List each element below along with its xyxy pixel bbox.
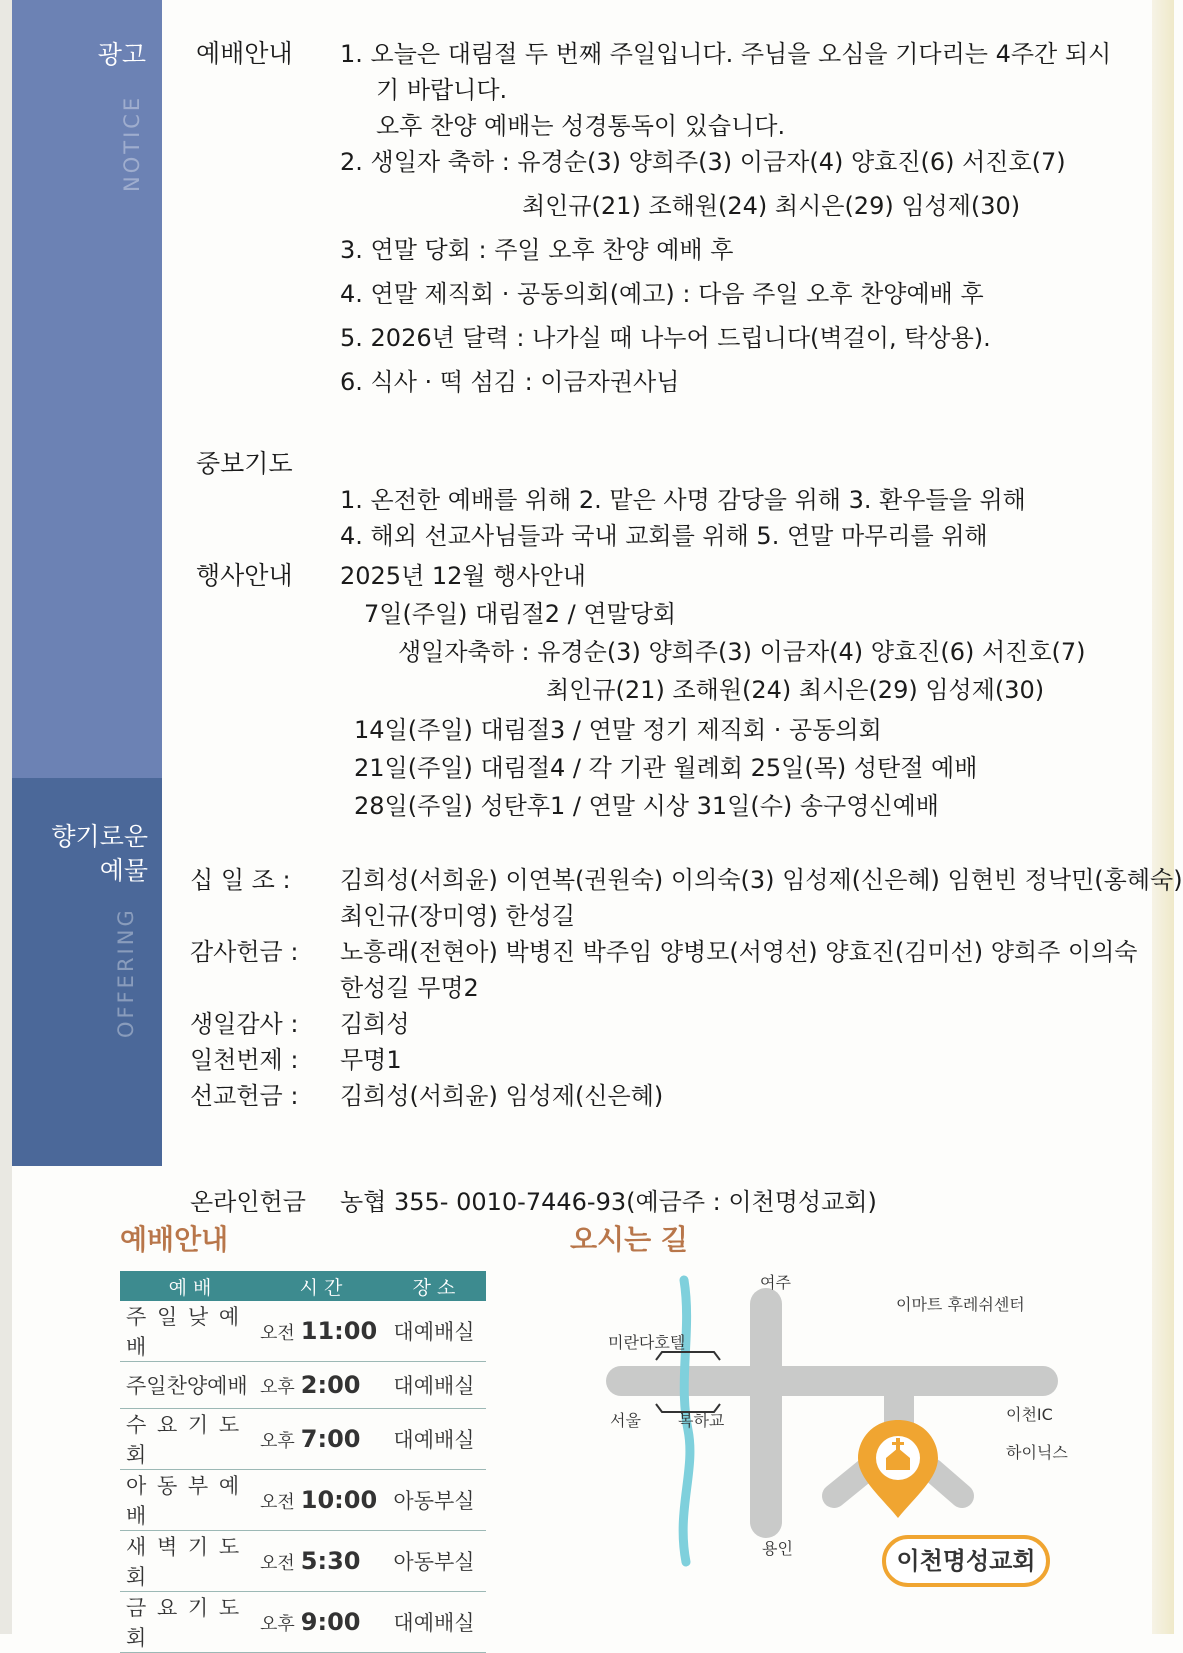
notice-title: 광고 — [97, 40, 146, 69]
prayer-heading: 중보기도 — [196, 449, 293, 478]
map-label-bokha-bridge: 복하교 — [678, 1411, 725, 1430]
service-place: 대예배실 — [382, 1362, 486, 1409]
road-diagonal-right — [932, 1470, 962, 1496]
map-label-emart: 이마트 후레쉬센터 — [896, 1295, 1025, 1314]
notice-line: 오후 찬양 예배는 성경통독이 있습니다. — [376, 112, 786, 140]
service-time — [260, 1592, 382, 1653]
map-label-yongin: 용인 — [762, 1539, 793, 1558]
thanks-offering-names: 한성길 무명2 — [340, 974, 479, 1002]
thanks-offering-label: 감사헌금 : — [190, 938, 299, 966]
service-name: 주 일 낮 예 배 — [120, 1301, 260, 1362]
service-name: 새 벽 기 도 회 — [120, 1531, 260, 1592]
map-label-miranda-hotel: 미란다호텔 — [608, 1333, 686, 1352]
service-time — [260, 1301, 382, 1362]
sidebar-notice — [12, 0, 162, 778]
worship-notice-heading: 예배안내 — [196, 39, 293, 68]
offering-title-line1: 향기로운 — [51, 822, 148, 851]
table-row — [120, 1470, 486, 1531]
event-line: 21일(주일) 대림절4 / 각 기관 월례회 25일(목) 성탄절 예배 — [354, 754, 978, 782]
service-name: 수 요 기 도 회 — [120, 1409, 260, 1470]
service-place: 아동부실 — [382, 1531, 486, 1592]
worship-schedule-table — [120, 1271, 486, 1653]
service-place: 대예배실 — [382, 1409, 486, 1470]
thanks-offering-names: 노흥래(전현아) 박병진 박주임 양병모(서영선) 양효진(김미선) 양희주 이의숙 — [340, 938, 1138, 966]
column-header: 장 소 — [382, 1271, 486, 1301]
notice-line: 최인규(21) 조해원(24) 최시은(29) 임성제(30) — [522, 192, 1021, 220]
event-line: 생일자축하 : 유경순(3) 양희주(3) 이금자(4) 양효진(6) 서진호(7) — [398, 638, 1086, 666]
service-place: 대예배실 — [382, 1592, 486, 1653]
service-clock: 2:00 — [300, 1371, 361, 1399]
service-name: 아 동 부 예 배 — [120, 1470, 260, 1531]
service-clock: 10:00 — [300, 1486, 378, 1514]
prayer-line: 1. 온전한 예배를 위해 2. 맡은 사명 감당을 위해 3. 환우들을 위해 — [340, 486, 1026, 514]
notice-line: 기 바랍니다. — [376, 76, 508, 104]
prayer-line: 4. 해외 선교사님들과 국내 교회를 위해 5. 연말 마무리를 위해 — [340, 522, 988, 550]
service-time — [260, 1531, 382, 1592]
thousand-offering-label: 일천번제 : — [190, 1046, 299, 1074]
road-horizontal — [606, 1366, 1058, 1396]
service-time — [260, 1362, 382, 1409]
service-time — [260, 1470, 382, 1531]
map-label-yeoju: 여주 — [760, 1273, 791, 1292]
map-title: 오시는 길 — [570, 1223, 688, 1256]
table-row — [120, 1531, 486, 1592]
service-name: 금 요 기 도 회 — [120, 1592, 260, 1653]
service-ampm: 오후 — [260, 1431, 295, 1452]
page-edge — [0, 0, 12, 1634]
event-line: 2025년 12월 행사안내 — [340, 562, 586, 590]
mission-offering-label: 선교헌금 : — [190, 1082, 299, 1110]
column-header: 시 간 — [260, 1271, 382, 1301]
road-vertical — [750, 1288, 782, 1538]
birthday-offering-names: 김희성 — [340, 1010, 410, 1038]
notice-line: 3. 연말 당회 : 주일 오후 찬양 예배 후 — [340, 236, 734, 264]
online-offering-label: 온라인헌금 — [190, 1188, 306, 1216]
event-line: 14일(주일) 대림절3 / 연말 정기 제직회 · 공동의회 — [354, 716, 882, 744]
tithe-names: 최인규(장미영) 한성길 — [340, 902, 576, 930]
event-line: 7일(주일) 대림절2 / 연말당회 — [364, 600, 677, 628]
service-ampm: 오후 — [260, 1377, 295, 1398]
service-clock: 9:00 — [300, 1608, 361, 1636]
table-row — [120, 1409, 486, 1470]
birthday-offering-label: 생일감사 : — [190, 1010, 299, 1038]
service-ampm: 오전 — [260, 1492, 295, 1513]
event-line: 최인규(21) 조해원(24) 최시은(29) 임성제(30) — [546, 676, 1045, 704]
events-heading: 행사안내 — [196, 561, 293, 590]
notice-english-label: NOTICE — [120, 94, 144, 192]
page-edge-right — [1152, 0, 1174, 1634]
notice-line: 6. 식사 · 떡 섬김 : 이금자권사님 — [340, 368, 680, 396]
table-row — [120, 1362, 486, 1409]
map-label-icheon-ic: 이천IC — [1006, 1405, 1053, 1424]
tithe-label: 십 일 조 : — [190, 866, 291, 894]
service-ampm: 오전 — [260, 1553, 295, 1574]
sidebar-offering — [12, 778, 162, 1166]
service-ampm: 오후 — [260, 1614, 295, 1635]
service-time — [260, 1409, 382, 1470]
table-row — [120, 1592, 486, 1653]
service-place: 아동부실 — [382, 1470, 486, 1531]
service-clock: 7:00 — [300, 1425, 361, 1453]
service-name: 주일찬양예배 — [120, 1362, 260, 1409]
notice-line: 5. 2026년 달력 : 나가실 때 나누어 드립니다(벽걸이, 탁상용). — [340, 324, 991, 352]
notice-line: 4. 연말 제직회 · 공동의회(예고) : 다음 주일 오후 찬양예배 후 — [340, 280, 984, 308]
church-pin-icon — [858, 1420, 938, 1518]
column-header: 예 배 — [120, 1271, 260, 1301]
thousand-offering-names: 무명1 — [340, 1046, 402, 1074]
event-line: 28일(주일) 성탄후1 / 연말 시상 31일(수) 송구영신예배 — [354, 792, 939, 820]
directions-map — [590, 1270, 1070, 1570]
church-name-badge: 이천명성교회 — [882, 1535, 1050, 1587]
table-row — [120, 1301, 486, 1362]
online-offering-account: 농협 355- 0010-7446-93(예금주 : 이천명성교회) — [340, 1188, 877, 1216]
tithe-names: 김희성(서희윤) 이연복(권원숙) 이의숙(3) 임성제(신은혜) 임현빈 정낙민(홍혜숙) — [340, 866, 1183, 894]
map-label-seoul: 서울 — [610, 1411, 641, 1430]
notice-line: 2. 생일자 축하 : 유경순(3) 양희주(3) 이금자(4) 양효진(6) 서진호(7) — [340, 148, 1066, 176]
mission-offering-names: 김희성(서희윤) 임성제(신은혜) — [340, 1082, 664, 1110]
offering-title-line2: 예물 — [99, 856, 148, 885]
service-clock: 11:00 — [300, 1317, 378, 1345]
notice-line: 1. 오늘은 대림절 두 번째 주일입니다. 주님을 오심을 기다리는 4주간 되시 — [340, 40, 1112, 68]
offering-english-label: OFFERING — [114, 907, 138, 1038]
road-diagonal-left — [834, 1470, 866, 1496]
service-clock: 5:30 — [300, 1547, 361, 1575]
service-ampm: 오전 — [260, 1323, 295, 1344]
map-label-hynix: 하이닉스 — [1006, 1443, 1068, 1462]
service-place: 대예배실 — [382, 1301, 486, 1362]
worship-table-title: 예배안내 — [120, 1223, 229, 1256]
